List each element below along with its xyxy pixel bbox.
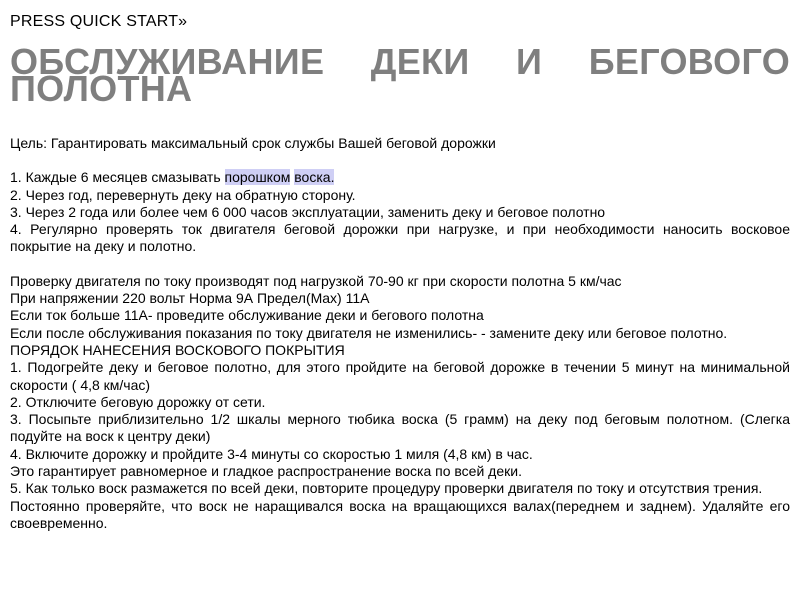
check-line: Проверку двигателя по току производят под нагрузкой 70-90 кг при скорости полотна 5 км/час <box>10 272 622 289</box>
list-item: 3. Через 2 года или более чем 6 000 часов эксплуатации, заменить деку и беговое полотно <box>10 203 606 220</box>
step-item: 2. Отключите беговую дорожку от сети. <box>10 393 266 410</box>
list-item: 2. Через год, перевернуть деку на обратную сторону. <box>10 186 356 203</box>
quick-start-link[interactable]: PRESS QUICK START» <box>10 13 188 30</box>
check-line: Если после обслуживания показания по току двигателя не изменились- - замените деку или беговое полотно. <box>10 324 728 341</box>
final-note: Постоянно проверяйте, что воск не наращивался воска на вращающихся валах(переднем и заднем). Удаляйте его своевременно. <box>10 497 790 531</box>
article-body <box>10 135 790 532</box>
page-title: ОБСЛУЖИВАНИЕ ДЕКИ И БЕГОВОГО ПОЛОТНА <box>10 41 790 109</box>
spacer <box>10 152 790 169</box>
page-content <box>10 12 790 532</box>
check-line: При напряжении 220 вольт Норма 9А Предел(Max) 11А <box>10 290 370 307</box>
step-item: 1. Подогрейте деку и беговое полотно, для этого пройдите на беговой дорожке в течении 5 минут на минимальной скорости ( 4,8 км/час) <box>10 359 790 393</box>
goal-text: Цель: Гарантировать максимальный срок службы Вашей беговой дорожки <box>10 135 496 151</box>
step-item: 3. Посыпьте приблизительно 1/2 шкалы мерного тюбика воска (5 грамм) на деку под беговым полотном. (Слегка подуйте на воск к центру деки) <box>10 411 790 445</box>
section-heading: ПОРЯДОК НАНЕСЕНИЯ ВОСКОВОГО ПОКРЫТИЯ <box>10 341 345 358</box>
spacer <box>10 256 790 273</box>
step-item: 4. Включите дорожку и пройдите 3-4 минуты со скоростью 1 миля (4,8 км) в час. <box>10 445 533 462</box>
step-item: 5. Как только воск размажется по всей деки, повторите процедуру проверки двигателя по току и отсутствия трения. <box>10 480 763 497</box>
highlighted-word: порошком <box>224 169 291 186</box>
list-item <box>10 169 790 186</box>
step-note: Это гарантирует равномерное и гладкое распространение воска по всей деки. <box>10 463 522 480</box>
list-item: 4. Регулярно проверять ток двигателя беговой дорожки при нагрузке, и при необходимости наносить восковое покрытие на деку и полотно. <box>10 221 790 255</box>
list-item-text: 1. Каждые 6 месяцев смазывать <box>10 169 225 186</box>
highlighted-word: воска. <box>294 169 335 186</box>
check-line: Если ток больше 11А- проведите обслуживание деки и бегового полотна <box>10 307 484 324</box>
